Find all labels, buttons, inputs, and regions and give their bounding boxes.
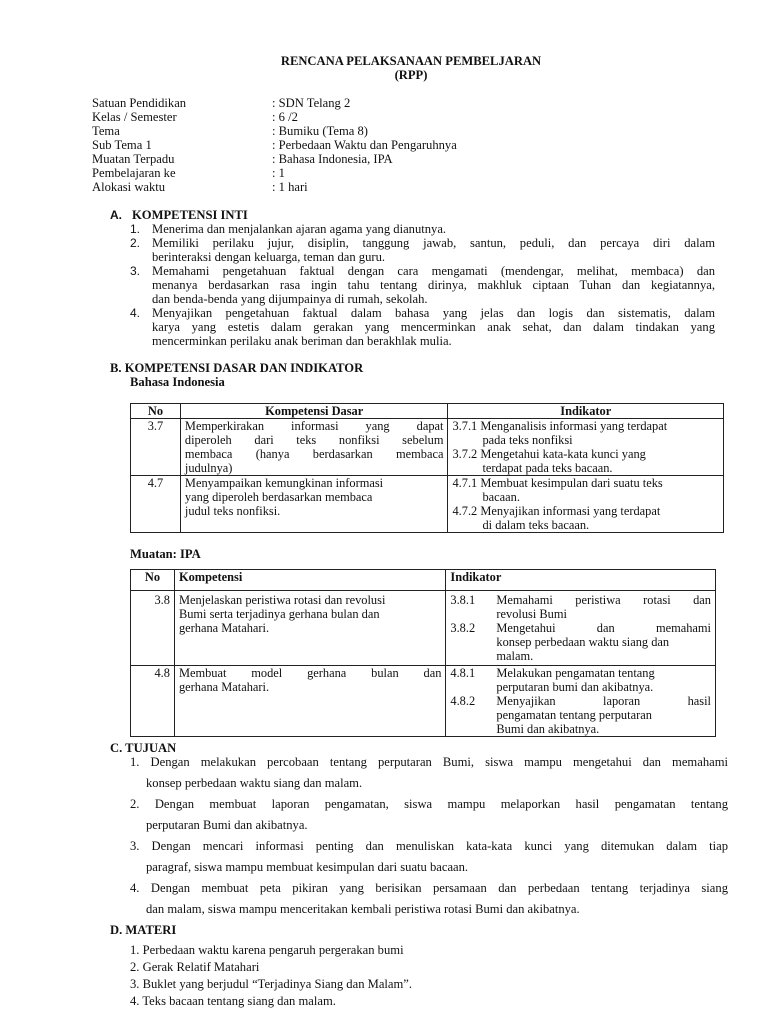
cell-indikator	[448, 419, 724, 476]
cell-line: bacaan.	[482, 490, 520, 504]
cell-kompetensi	[180, 419, 448, 476]
goal-item: paragraf, siswa mampu membuat kesimpulan dari suatu bacaan.	[146, 860, 469, 874]
doc-title: RENCANA PELAKSANAAN PEMBELJARAN	[280, 54, 542, 68]
cell-no: 3.7	[131, 419, 181, 476]
identity-label: Alokasi waktu	[92, 180, 166, 194]
section-marker: A.	[110, 208, 122, 222]
cell-line: diperoleh dari teks nonfiksi sebelum	[184, 433, 444, 447]
cell-kompetensi	[174, 591, 445, 666]
identity-label: Satuan Pendidikan	[92, 96, 187, 110]
cell-indikator	[446, 666, 716, 737]
cell-line: Membuat model gerhana bulan dan	[178, 666, 442, 680]
list-item: Memiliki perilaku jujur, disiplin, tanggung jawab, santun, peduli, dan percaya diri dalam	[152, 236, 715, 250]
indicator-text	[496, 593, 711, 621]
cell-line: terdapat pada teks bacaan.	[482, 461, 613, 475]
list-item: berinteraksi dengan keluarga, teman dan guru.	[152, 250, 386, 264]
identity-value: : 1 hari	[272, 180, 308, 194]
identity-value: : SDN Telang 2	[272, 96, 351, 110]
cell-line: Menyampaikan kemungkinan informasi	[184, 476, 384, 490]
list-number: 4.	[130, 306, 141, 320]
list-number: 2.	[130, 236, 141, 250]
identity-value: : Bahasa Indonesia, IPA	[272, 152, 393, 166]
cell-kompetensi	[180, 476, 448, 533]
cell-line: Melakukan pengamatan tentang	[496, 666, 655, 680]
cell-line: Bumi dan akibatnya.	[496, 722, 600, 736]
table-header-row	[131, 404, 724, 419]
identity-value: : Perbedaan Waktu dan Pengaruhnya	[272, 138, 457, 152]
cell-line: revolusi Bumi	[496, 607, 567, 621]
cell-line: perputaran bumi dan akibatnya.	[496, 680, 654, 694]
goal-item: perputaran Bumi dan akibatnya.	[146, 818, 308, 832]
cell-line: pengamatan tentang perputaran	[496, 708, 652, 722]
table-bahasa-indonesia	[130, 403, 724, 533]
column-header: Kompetensi Dasar	[180, 404, 448, 419]
indicator-code: 3.8.1	[450, 593, 476, 607]
indicator-text	[496, 694, 711, 736]
indicator-item	[450, 694, 711, 736]
table-row	[131, 666, 716, 737]
indicator-code: 4.8.2	[450, 694, 476, 708]
indicator-code: 4.8.1	[450, 666, 476, 680]
cell-line: 4.7.1 Membuat kesimpulan dari suatu teks	[452, 476, 663, 490]
cell-line: malam.	[496, 649, 534, 663]
cell-kompetensi	[174, 666, 445, 737]
section-heading: D. MATERI	[110, 923, 177, 937]
cell-line: gerhana Matahari.	[178, 680, 270, 694]
list-item: Menerima dan menjalankan ajaran agama yang dianutnya.	[152, 222, 447, 236]
list-item: Menyajikan pengetahuan faktual dalam bahasa yang jelas dan logis dan sistematis, dalam	[152, 306, 715, 320]
cell-line: pada teks nonfiksi	[482, 433, 573, 447]
identity-value: : Bumiku (Tema 8)	[272, 124, 369, 138]
list-item: menanya berdasarkan rasa ingin tahu tentang dirinya, makhluk ciptaan Tuhan dan kegiatannya,	[152, 278, 715, 292]
materi-item: 3. Buklet yang berjudul “Terjadinya Siang dan Malam”.	[130, 977, 413, 991]
indicator-text	[496, 621, 711, 663]
cell-line: gerhana Matahari.	[178, 621, 270, 635]
section-heading: C. TUJUAN	[110, 741, 177, 755]
section-heading: KOMPETENSI INTI	[132, 208, 248, 222]
cell-line: judul teks nonfiksi.	[184, 504, 281, 518]
table-row	[131, 476, 724, 533]
cell-line: di dalam teks bacaan.	[482, 518, 590, 532]
cell-line: yang diperoleh berdasarkan membaca	[184, 490, 373, 504]
column-header: No	[131, 404, 181, 419]
identity-label: Sub Tema 1	[92, 138, 152, 152]
cell-line: 4.7.2 Menyajikan informasi yang terdapat	[452, 504, 661, 518]
indicator-item	[450, 621, 711, 663]
cell-no: 4.8	[131, 666, 175, 737]
identity-value: : 6 /2	[272, 110, 298, 124]
indicator-text	[496, 666, 711, 694]
subsection-heading: Muatan: IPA	[130, 547, 201, 561]
identity-value: : 1	[272, 166, 285, 180]
section-heading: B. KOMPETENSI DASAR DAN INDIKATOR	[110, 361, 364, 375]
list-item: karya yang estetis dalam gerakan yang mencerminkan anak sehat, dan dalam tindakan yang	[152, 320, 715, 334]
table-row	[131, 419, 724, 476]
goal-item: 3. Dengan mencari informasi penting dan menuliskan kata-kata kunci yang ditemukan dalam tiap	[130, 839, 728, 853]
cell-line: judulnya)	[184, 461, 233, 475]
goal-item: 4. Dengan membuat peta pikiran yang berisikan persamaan dan perbedaan tentang terjadinya siang	[130, 881, 728, 895]
identity-label: Tema	[92, 124, 120, 138]
materi-item: 1. Perbedaan waktu karena pengaruh pergerakan bumi	[130, 943, 404, 957]
cell-line: membaca (hanya berdasarkan membaca	[184, 447, 444, 461]
table-ipa	[130, 569, 716, 737]
cell-line: Memahami peristiwa rotasi dan	[496, 593, 711, 607]
column-header: Indikator	[446, 570, 716, 591]
indicator-code: 3.8.2	[450, 621, 476, 635]
column-header: Indikator	[448, 404, 724, 419]
cell-line: Bumi serta terjadinya gerhana bulan dan	[178, 607, 380, 621]
goal-item: dan malam, siswa mampu menceritakan kembali peristiwa rotasi Bumi dan akibatnya.	[146, 902, 580, 916]
identity-label: Pembelajaran ke	[92, 166, 176, 180]
column-header: Kompetensi	[174, 570, 445, 591]
cell-line: konsep perbedaan waktu siang dan	[496, 635, 670, 649]
materi-item: 4. Teks bacaan tentang siang dan malam.	[130, 994, 336, 1008]
goal-item: konsep perbedaan waktu siang dan malam.	[146, 776, 363, 790]
cell-no: 3.8	[131, 591, 175, 666]
goal-item: 1. Dengan melakukan percobaan tentang perputaran Bumi, siswa mampu mengetahui dan memahami	[130, 755, 728, 769]
cell-line: Mengetahui dan memahami	[496, 621, 711, 635]
cell-line: Menjelaskan peristiwa rotasi dan revolusi	[178, 593, 386, 607]
cell-indikator	[446, 591, 716, 666]
list-item: dan benda-benda yang dijumpainya di rumah, sekolah.	[152, 292, 428, 306]
indicator-item	[450, 593, 711, 621]
cell-no: 4.7	[131, 476, 181, 533]
list-item: mencerminkan perilaku anak beriman dan berakhlak mulia.	[152, 334, 452, 348]
doc-subtitle: (RPP)	[394, 68, 428, 82]
cell-line: 3.7.2 Mengetahui kata-kata kunci yang	[452, 447, 646, 461]
cell-line: Menyajikan laporan hasil	[496, 694, 711, 708]
column-header: No	[131, 570, 175, 591]
subsection-heading: Bahasa Indonesia	[130, 375, 225, 389]
identity-label: Kelas / Semester	[92, 110, 177, 124]
cell-line: Memperkirakan informasi yang dapat	[184, 419, 444, 433]
list-item: Memahami pengetahuan faktual dengan cara mengamati (mendengar, melihat, membaca) dan	[152, 264, 715, 278]
indicator-item	[450, 666, 711, 694]
table-header-row	[131, 570, 716, 591]
list-number: 1.	[130, 222, 141, 236]
cell-indikator	[448, 476, 724, 533]
cell-line: 3.7.1 Menganalisis informasi yang terdapat	[452, 419, 668, 433]
identity-label: Muatan Terpadu	[92, 152, 175, 166]
list-number: 3.	[130, 264, 141, 278]
table-row	[131, 591, 716, 666]
materi-item: 2. Gerak Relatif Matahari	[130, 960, 260, 974]
goal-item: 2. Dengan membuat laporan pengamatan, siswa mampu melaporkan hasil pengamatan tentang	[130, 797, 728, 811]
